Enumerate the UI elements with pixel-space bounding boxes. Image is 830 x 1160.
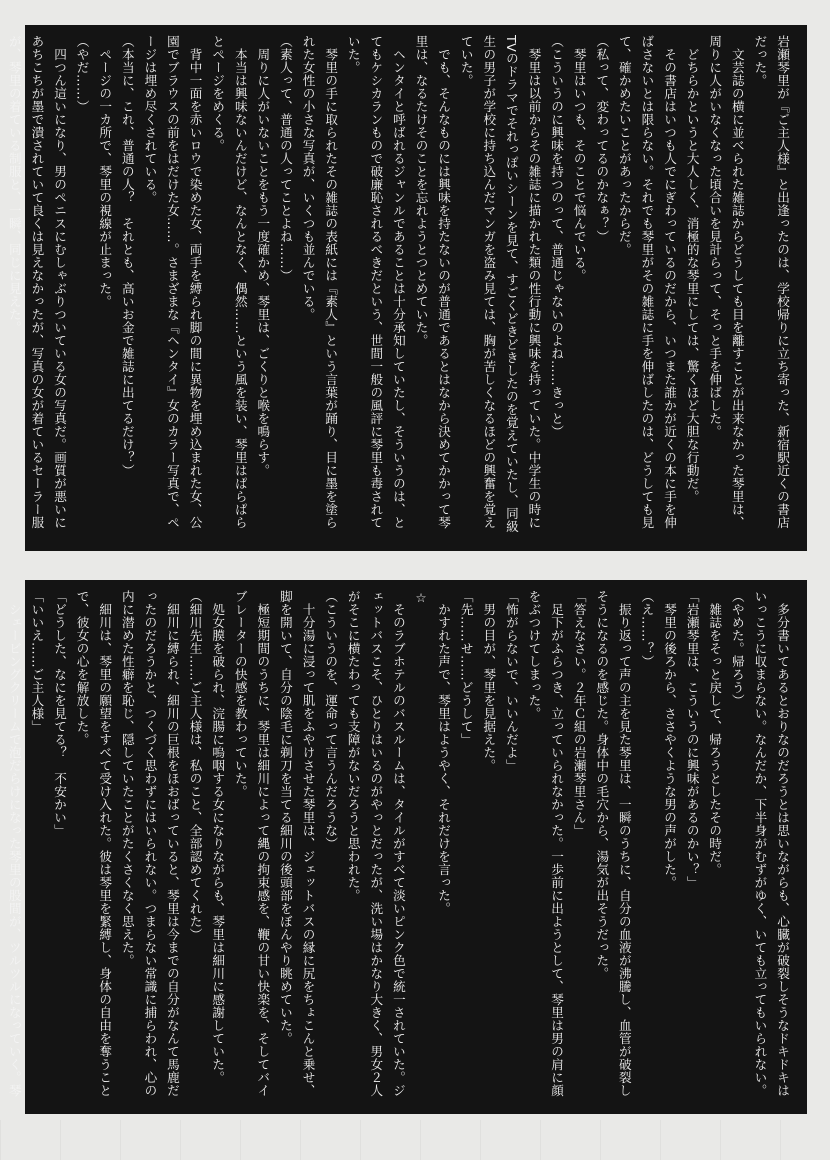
text-panel-bottom [6,580,807,1114]
text-panel-top [6,25,807,551]
page-bottom-margin [0,1120,830,1160]
vertical-text-block: 岩瀬琴里が『ご主人様』と出逢ったのは、学校帰りに立ち寄った、新宿駅近くの書店だった。 文芸誌の横に並べられた雑誌からどうしても目を離すことが出来なかった琴里は、周りに人がいなくなった頃合いを見計らって、そっと手を伸ばした。 どちらかというと大人しく、消極的な琴里にしては、驚くほど大胆な行動だ。 その書店はいつも人でにぎわっているのだから、いつまた誰かが近くの本に手を伸ばさないとは限らない。それでも琴里がその雑誌に手を伸ばしたのは、どうしても見て、確かめたいことがあったからだ。 （私って、変わってるのかなぁ？） 琴里はいつも、そのことで悩んでいる。 （こういうのに興味を持つのって、普通じゃないのよね……きっと） 琴里は以前からその雑誌に描かれた類の性行動に興味を持っていた。中学生の時にTVのドラマでそれっぽいシーンを見て、すごくどきどきしたのを覚えていたし、同級生の男子が学校に持ち込んだマンガを盗み見ては、胸が苦しくなるほどの興奮を覚えていた。 でも、そんなものには興味を持たないのが普通であるとはなから決めてかかって琴里は、なるたけそのことを忘れようとつとめていた。 ヘンタイと呼ばれるジャンルであることは十分承知していたし、そういうのは、とてもケシカランもので破廉恥されるべきだという、世間一般の風評に琴里も毒されていた。 琴里の手に取られたその雑誌の表紙には『素人』という言葉が踊り、目に墨を塗られた女性の小さな写真が、いくつも並んでいる。 （素人って、普通の人ってことよね……） 周りに人がいないことをもう一度確かめ、琴里は、ごくりと喉を鳴らす。 本当は興味ないんだけど、なんとなく、偶然……という風を装い、琴里はぱらぱらとページをめくる。 背中一面を赤いロウで染めた女、両手を縛られ脚の間に異物を埋め込まれた女、公園でブラウスの前をはだけた女……。さまざまな『ヘンタイ』女のカラー写真で、ページは埋め尽くされている。 （本当に、これ、普通の人？ それとも、高いお金で雑誌に出てるだけ？） ページの一カ所で、琴里の視線が止まった。 （やだ……） 四つん這いになり、男のペニスにむしゃぶりついている女の写真だ。画質が悪いにあちこちが墨で潰されていて良くは見えなかったが、写真の女が着ているセーラー服が、琴里の着ている制服と、一瞬、同じに見えた。 [6,35,790,534]
vertical-text-block: 多分書いてあるとおりなのだろうとは思いながらも、心臓が破裂しそうなドキドキはいっこうに収まらない。なんだか、下半身がむずがゆく、いても立ってもいられない。 （やめた。帰ろう） 雑誌をそっと戻して、帰ろうとしたその時だ。 「岩瀬琴里は、こういうのに興味があるのかい？」 琴里の後ろから、ささやくような男の声がした。 （え……？） 振り返って声の主を見た琴里は、一瞬のうちに、自分の血液が沸騰し、血管が破裂しそうになるのを感じた。身体中の毛穴から、湯気が出そうだった。 「答えなさい。２年Ｃ組の岩瀬琴里さん」 足下がふらつき、立っていられなかった。一歩前に出ようとして、琴里は男の肩に顔をぶつけてしまった。 「怖がらないで、いいんだよ」 男の目が、琴里を見据えた。 「先……せ……どうして」 かすれた声で、琴里はようやく、それだけを言った。 ☆ そのラブホテルのバスルームは、タイルがすべて淡いピンク色で統一されていた。ジェットバスこそ、ひとりはいるのがやっとだったが、洗い場はかなり大きく、男女２人がそこに横たわっても支障がないだろうと思われた。 （こういうのを、運命って言うんだろうな） 十分湯に浸って肌をふやけさせた琴里は、ジェットバスの縁に尻をちょこんと乗せ、脚を開いて、自分の陰毛に剃刀を当てる細川の後頭部をぼんやり眺めていた。 極短期間のうちに、琴里は細川によって縄の拘束感を、鞭の甘い快楽を、そしてバイブレーターの快感を教わっていた。 処女膜を破られ、浣腸に嗚咽する女になりながらも、琴里は細川に感謝していた。 （細川先生……ご主人様は、私のこと、全部認めてくれた） 細川に縛られ、細川の巨根をほおばっていると、琴里は今までの自分がなんて馬鹿だったのだろうかと、つくづく思わずにはいられない。つまらない常識に捕らわれ、心の内に潜めた性癖を恥じ、隠していたことがたくさくなく思えた。 細川は、琴里の願望をすべて受け入れた。彼は琴里を緊縛し、身体の自由を奪うことで、彼女の心を解放した。 「どうした、なにを見てる？ 不安かい」 「いいえ……ご主人様」 シェービングクリームで泡だらけになった琴里の股間が、ツルツルになっていく。琴 [6,590,790,1097]
